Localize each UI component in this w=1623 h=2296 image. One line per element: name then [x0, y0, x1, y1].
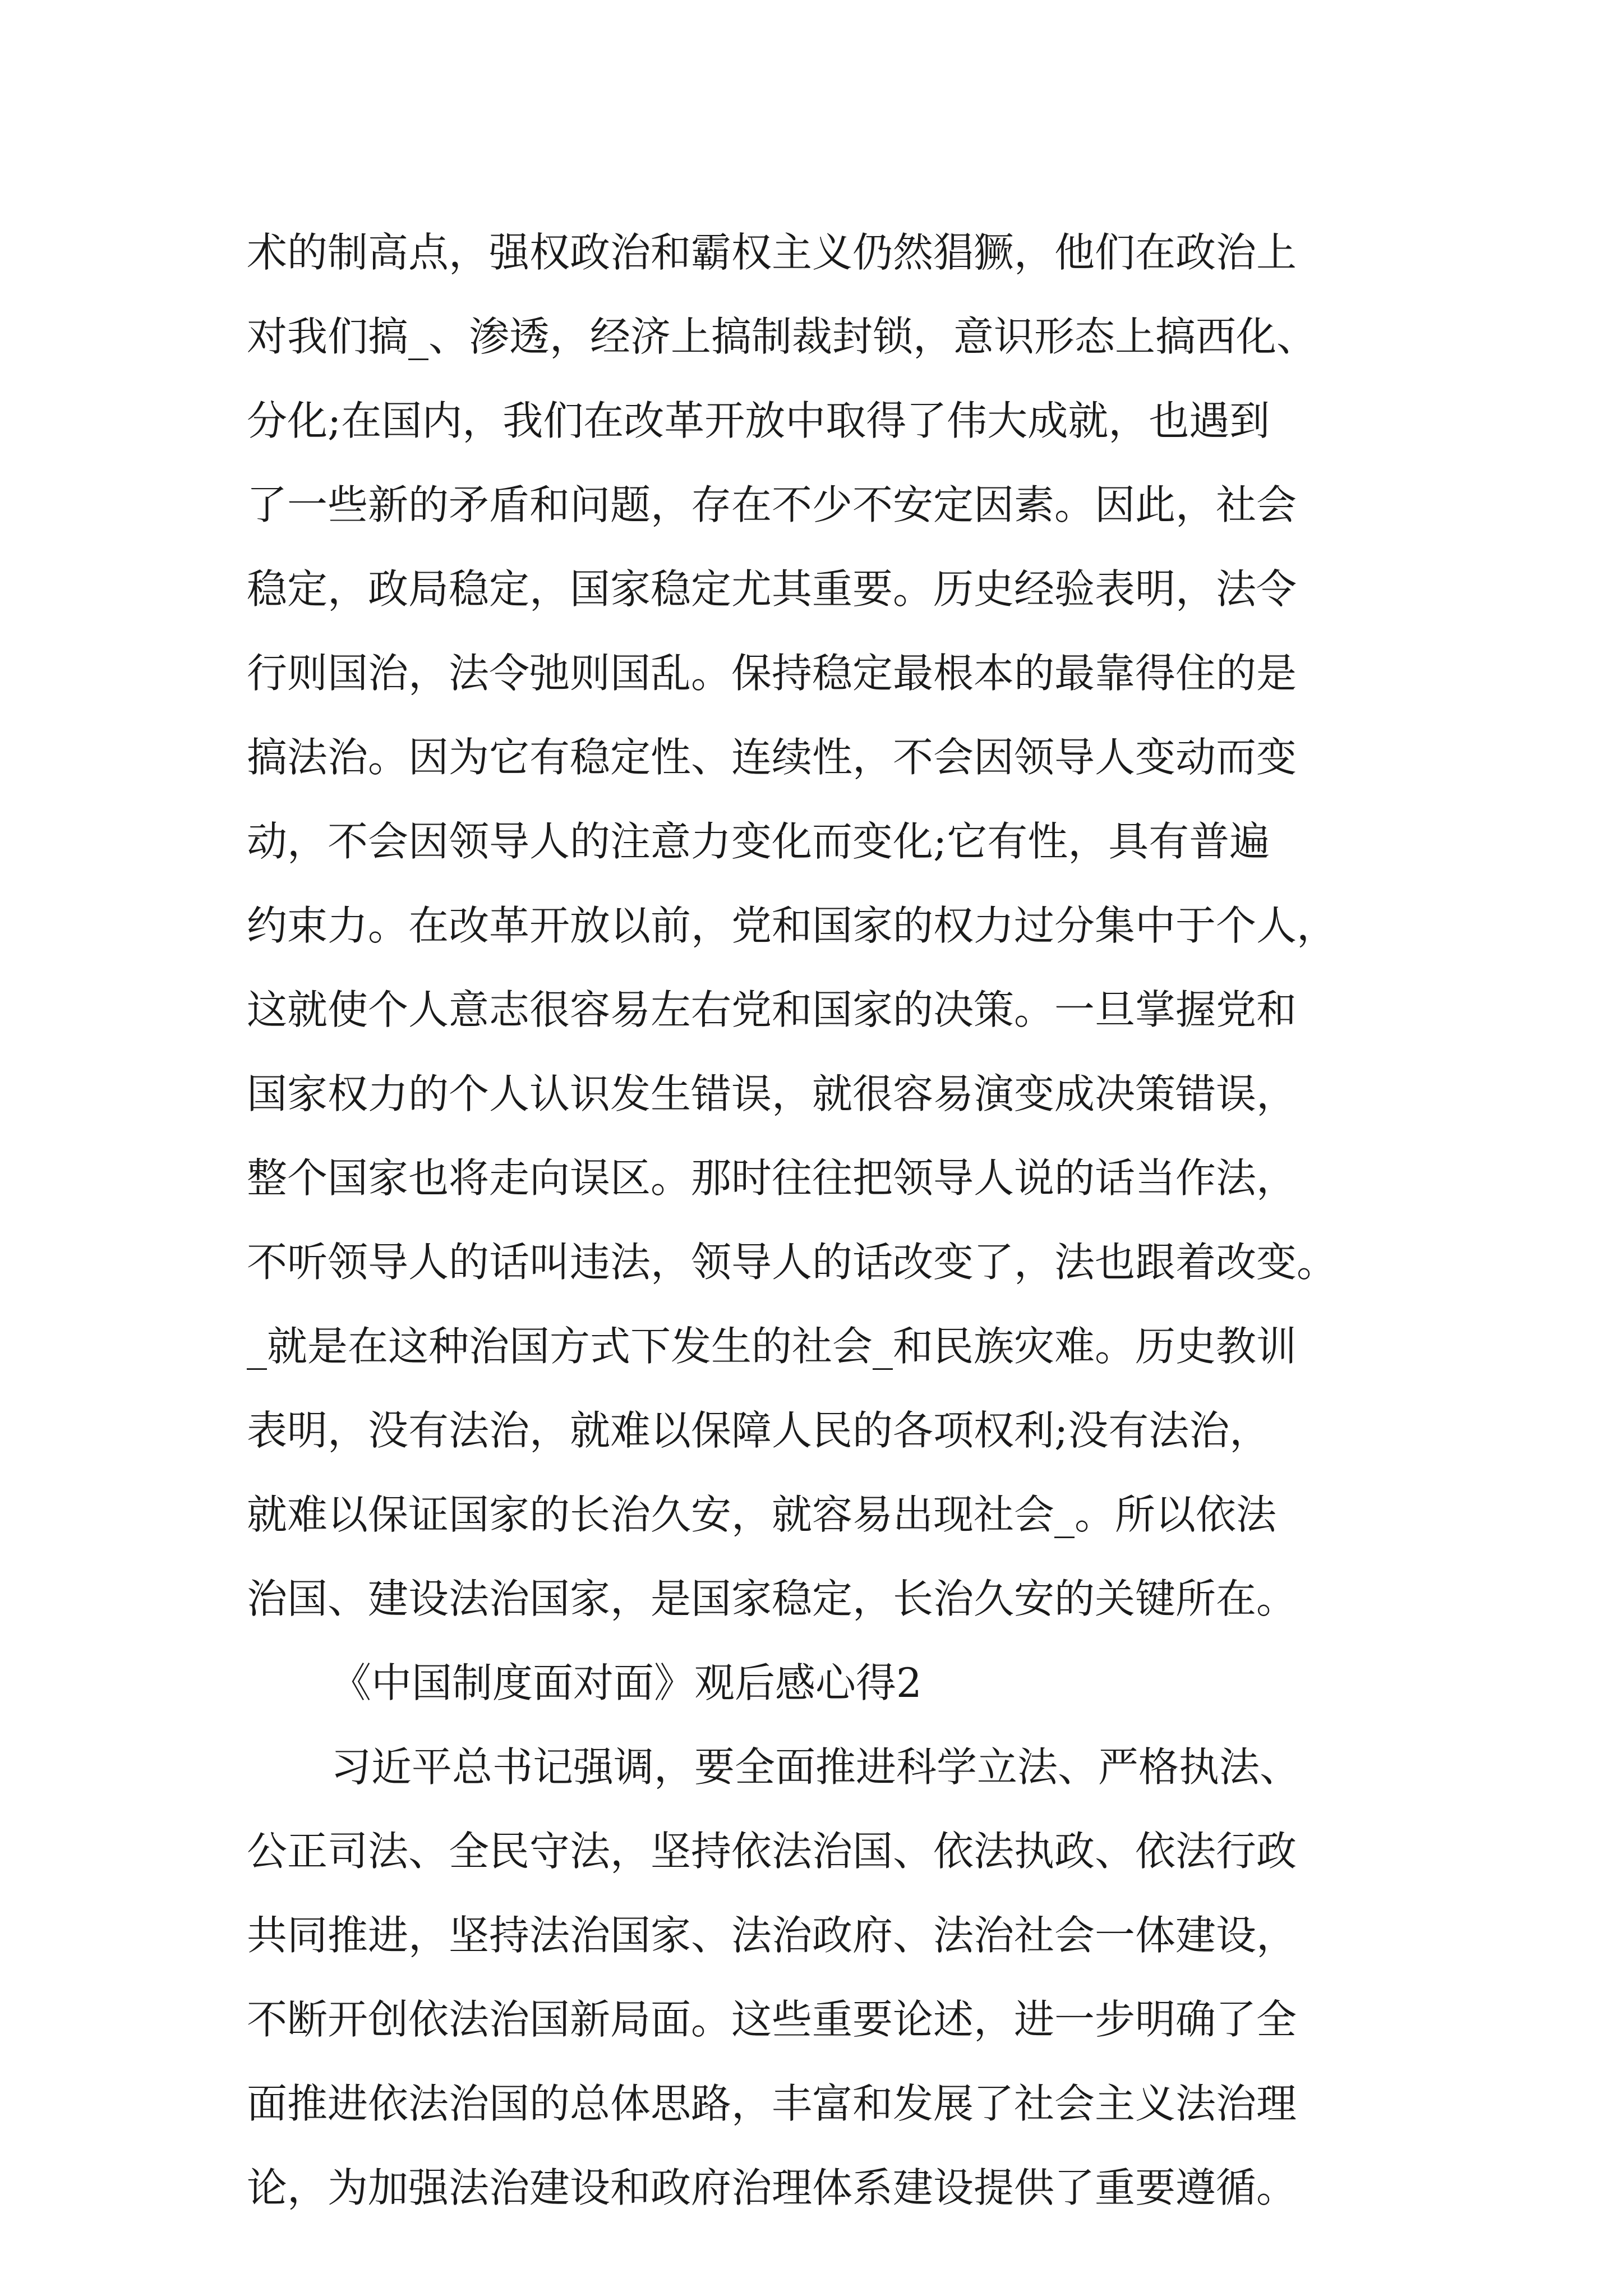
document-body — [247, 210, 1396, 2230]
paragraph2-line-1: 习近平总书记强调，要全面推进科学立法、严格执法、 — [331, 1743, 1301, 1791]
text-line-12: 整个国家也将走向误区。那时往往把领导人说的话当作法， — [247, 1154, 1297, 1202]
paragraph2-line-5: 面推进依法治国的总体思路，丰富和发展了社会主义法治理 — [247, 2080, 1297, 2127]
paragraph2-line-2: 公正司法、全民守法，坚持依法治国、依法执政、依法行政 — [247, 1828, 1297, 1875]
paragraph2-line-3: 共同推进，坚持法治国家、法治政府、法治社会一体建设， — [247, 1912, 1297, 1959]
text-line-16: 就难以保证国家的长治久安，就容易出现社会_。所以依法 — [247, 1491, 1277, 1538]
text-line-10: 这就使个人意志很容易左右党和国家的决策。一旦掌握党和 — [247, 986, 1297, 1033]
text-line-2: 对我们搞_、渗透，经济上搞制裁封锁，意识形态上搞西化、 — [247, 313, 1317, 360]
text-line-7: 搞法治。因为它有稳定性、连续性，不会因领导人变动而变 — [247, 734, 1297, 781]
text-line-3: 分化;在国内，我们在改革开放中取得了伟大成就，也遇到 — [247, 397, 1270, 444]
text-line-6: 行则国治，法令弛则国乱。保持稳定最根本的最靠得住的是 — [247, 650, 1297, 697]
text-line-13: 不听领导人的话叫违法，领导人的话改变了，法也跟着改变。 — [247, 1239, 1338, 1286]
section-heading: 《中国制度面对面》观后感心得2 — [331, 1659, 922, 1706]
text-line-1: 术的制高点，强权政治和霸权主义仍然猖獗，他们在政治上 — [247, 229, 1297, 276]
text-line-14: _就是在这种治国方式下发生的社会_和民族灾难。历史教训 — [247, 1323, 1297, 1370]
paragraph2-line-4: 不断开创依法治国新局面。这些重要论述，进一步明确了全 — [247, 1996, 1297, 2043]
text-line-11: 国家权力的个人认识发生错误，就很容易演变成决策错误， — [247, 1070, 1297, 1117]
text-line-5: 稳定，政局稳定，国家稳定尤其重要。历史经验表明，法令 — [247, 565, 1297, 613]
text-line-9: 约束力。在改革开放以前，党和国家的权力过分集中于个人， — [247, 902, 1338, 949]
text-line-4: 了一些新的矛盾和问题，存在不少不安定因素。因此，社会 — [247, 481, 1297, 528]
paragraph2-line-6: 论，为加强法治建设和政府治理体系建设提供了重要遵循。 — [247, 2164, 1297, 2211]
text-line-15: 表明，没有法治，就难以保障人民的各项权利;没有法治， — [247, 1407, 1270, 1454]
text-line-8: 动，不会因领导人的注意力变化而变化;它有性，具有普遍 — [247, 818, 1270, 865]
text-line-17: 治国、建设法治国家，是国家稳定，长治久安的关键所在。 — [247, 1575, 1297, 1622]
